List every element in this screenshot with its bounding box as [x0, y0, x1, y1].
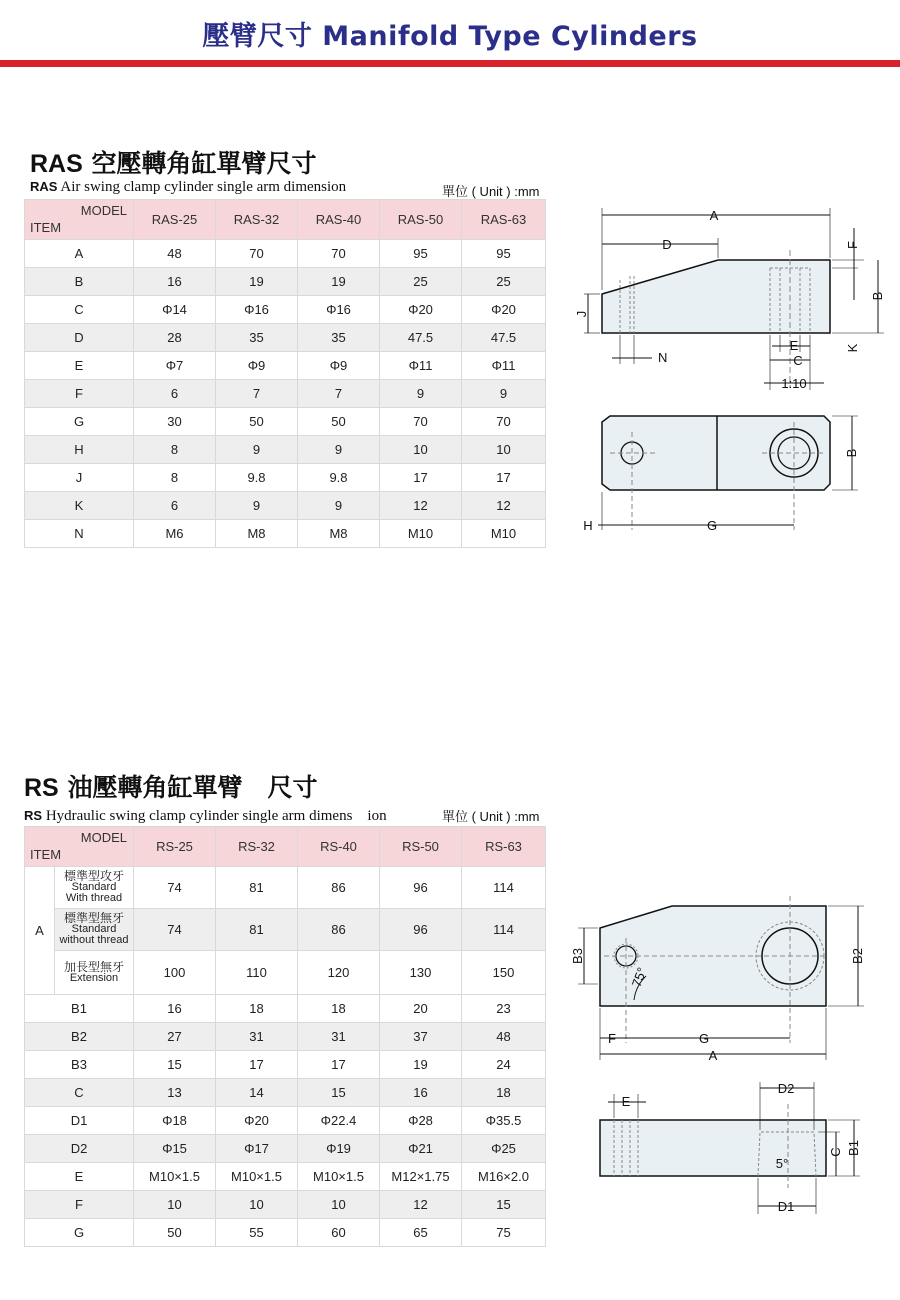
- column-header: RAS-50: [380, 200, 462, 240]
- table-cell: 19: [216, 268, 298, 296]
- table-cell: 27: [134, 1023, 216, 1051]
- model-label: MODEL: [80, 203, 127, 218]
- table-cell: 18: [216, 995, 298, 1023]
- table-cell: 60: [298, 1219, 380, 1247]
- table-cell: 70: [216, 240, 298, 268]
- table-cell: 9: [298, 436, 380, 464]
- table-cell: Φ20: [462, 296, 546, 324]
- table-cell: 9: [298, 492, 380, 520]
- table-cell: 23: [462, 995, 546, 1023]
- row-item-label: D1: [25, 1107, 134, 1135]
- table-cell: 95: [462, 240, 546, 268]
- variant-label: [55, 867, 134, 909]
- table-cell: 74: [134, 909, 216, 951]
- table-cell: 100: [134, 951, 216, 995]
- column-header: RAS-40: [298, 200, 380, 240]
- table-cell: M12×1.75: [380, 1163, 462, 1191]
- table-cell: 81: [216, 867, 298, 909]
- table-row: [25, 1191, 546, 1219]
- dim-a-label: A: [708, 1048, 718, 1063]
- table-row: [25, 464, 546, 492]
- row-item-label: E: [25, 352, 134, 380]
- dim-j-label: J: [574, 310, 589, 318]
- table-cell: 9.8: [298, 464, 380, 492]
- table-cell: 10: [134, 1191, 216, 1219]
- row-item-label: A: [25, 867, 55, 995]
- table-cell: 65: [380, 1219, 462, 1247]
- dim-k-label: K: [845, 343, 860, 353]
- table-row: [25, 995, 546, 1023]
- table-cell: 9.8: [216, 464, 298, 492]
- dim-f-label: F: [608, 1031, 616, 1046]
- table-cell: Φ9: [298, 352, 380, 380]
- rs-subtitle: [24, 804, 387, 825]
- table-cell: 28: [134, 324, 216, 352]
- table-cell: 12: [380, 492, 462, 520]
- column-header: RAS-63: [462, 200, 546, 240]
- table-cell: 96: [380, 867, 462, 909]
- table-cell: Φ22.4: [298, 1107, 380, 1135]
- table-cell: Φ11: [462, 352, 546, 380]
- rs-side-view: [600, 1081, 861, 1214]
- table-cell: Φ35.5: [462, 1107, 546, 1135]
- dim-c-label: C: [828, 1147, 843, 1157]
- table-cell: 14: [216, 1079, 298, 1107]
- table-row: [25, 324, 546, 352]
- table-row: [25, 1079, 546, 1107]
- ras-side-view: [574, 208, 885, 391]
- rs-top-view: [570, 896, 865, 1063]
- table-row-a-variant: [25, 951, 546, 995]
- table-cell: 110: [216, 951, 298, 995]
- row-item-label: F: [25, 1191, 134, 1219]
- item-label: ITEM: [30, 220, 62, 235]
- table-cell: 24: [462, 1051, 546, 1079]
- column-header: RS-63: [462, 827, 546, 867]
- table-cell: 50: [298, 408, 380, 436]
- table-cell: 8: [134, 436, 216, 464]
- rs-sub-code: RS: [24, 808, 43, 823]
- angle-75-label: 75°: [628, 965, 650, 990]
- table-cell: Φ16: [298, 296, 380, 324]
- table-cell: 19: [298, 268, 380, 296]
- variant-label-en: Standard: [71, 881, 117, 893]
- table-row: [25, 268, 546, 296]
- table-cell: 13: [134, 1079, 216, 1107]
- table-cell: M10×1.5: [134, 1163, 216, 1191]
- ras-sub-code: RAS: [30, 179, 58, 194]
- table-cell: 18: [298, 995, 380, 1023]
- ras-subtitle: [30, 179, 346, 196]
- ras-heading-zh: 空壓轉角缸單臂尺寸: [91, 149, 317, 178]
- table-cell: 70: [462, 408, 546, 436]
- table-cell: M10: [380, 520, 462, 548]
- table-cell: 19: [380, 1051, 462, 1079]
- table-cell: 48: [134, 240, 216, 268]
- ras-heading-code: RAS: [30, 150, 83, 178]
- column-header: RAS-25: [134, 200, 216, 240]
- rs-arm-drawing: [568, 888, 896, 1220]
- table-cell: 70: [298, 240, 380, 268]
- variant-label-en: Extension: [69, 971, 119, 984]
- ras-top-view: [583, 416, 859, 533]
- table-cell: 17: [298, 1051, 380, 1079]
- column-header: RS-25: [134, 827, 216, 867]
- dim-b2-label: B2: [850, 948, 865, 964]
- row-item-label: A: [25, 240, 134, 268]
- table-cell: Φ25: [462, 1135, 546, 1163]
- table-cell: 17: [216, 1051, 298, 1079]
- table-cell: 9: [216, 492, 298, 520]
- page-title: 壓臂尺寸 Manifold Type Cylinders: [202, 21, 698, 52]
- variant-label-zh: 加長型無牙: [63, 959, 124, 974]
- taper-label: 1:10: [781, 376, 807, 391]
- table-row: [25, 1219, 546, 1247]
- table-cell: 150: [462, 951, 546, 995]
- ras-dimension-table: [24, 199, 546, 548]
- row-item-label: J: [25, 464, 134, 492]
- ras-unit-label: 單位 ( Unit ) :mm: [442, 184, 540, 199]
- table-cell: 25: [380, 268, 462, 296]
- table-cell: 10: [462, 436, 546, 464]
- dim-c-label: C: [793, 353, 803, 368]
- table-cell: Φ7: [134, 352, 216, 380]
- table-cell: Φ17: [216, 1135, 298, 1163]
- table-cell: 6: [134, 380, 216, 408]
- table-cell: 30: [134, 408, 216, 436]
- table-cell: 74: [134, 867, 216, 909]
- table-cell: 10: [216, 1191, 298, 1219]
- dim-b3-label: B3: [570, 948, 585, 964]
- dim-e-label: E: [621, 1094, 631, 1109]
- variant-label: [55, 909, 134, 951]
- ras-arm-drawing: [572, 200, 892, 540]
- table-cell: M8: [216, 520, 298, 548]
- dim-d-label: D: [662, 237, 672, 252]
- table-cell: Φ20: [380, 296, 462, 324]
- dim-g-label: G: [706, 518, 718, 533]
- table-row: [25, 492, 546, 520]
- table-cell: Φ20: [216, 1107, 298, 1135]
- dim-b1-label: B1: [846, 1140, 861, 1156]
- row-item-label: B2: [25, 1023, 134, 1051]
- column-header: RS-40: [298, 827, 380, 867]
- column-header: RS-50: [380, 827, 462, 867]
- table-cell: 9: [380, 380, 462, 408]
- table-cell: 10: [380, 436, 462, 464]
- table-cell: 12: [462, 492, 546, 520]
- table-cell: 31: [216, 1023, 298, 1051]
- table-row-a-variant: [25, 909, 546, 951]
- model-label: MODEL: [80, 830, 127, 845]
- table-cell: 12: [380, 1191, 462, 1219]
- table-row: [25, 352, 546, 380]
- rs-dimension-table: [24, 826, 546, 1247]
- table-cell: Φ14: [134, 296, 216, 324]
- table-cell: 35: [298, 324, 380, 352]
- table-cell: 15: [298, 1079, 380, 1107]
- dim-e-label: E: [789, 338, 799, 353]
- dim-b-top-label: B: [844, 448, 859, 458]
- row-item-label: G: [25, 1219, 134, 1247]
- ras-heading: [30, 144, 317, 180]
- table-cell: 10: [298, 1191, 380, 1219]
- table-cell: 70: [380, 408, 462, 436]
- table-cell: 9: [462, 380, 546, 408]
- table-cell: M10×1.5: [298, 1163, 380, 1191]
- table-cell: M16×2.0: [462, 1163, 546, 1191]
- row-item-label: F: [25, 380, 134, 408]
- table-cell: Φ9: [216, 352, 298, 380]
- table-cell: Φ11: [380, 352, 462, 380]
- table-cell: 16: [134, 995, 216, 1023]
- table-cell: Φ16: [216, 296, 298, 324]
- table-row: [25, 408, 546, 436]
- table-row: [25, 380, 546, 408]
- dim-b-label: B: [870, 291, 885, 301]
- table-cell: 15: [134, 1051, 216, 1079]
- item-label: ITEM: [30, 847, 62, 862]
- table-cell: 7: [298, 380, 380, 408]
- table-cell: Φ15: [134, 1135, 216, 1163]
- table-cell: 35: [216, 324, 298, 352]
- table-cell: 15: [462, 1191, 546, 1219]
- ras-header-corner: [25, 200, 134, 240]
- column-header: RS-32: [216, 827, 298, 867]
- row-item-label: E: [25, 1163, 134, 1191]
- row-item-label: D: [25, 324, 134, 352]
- table-cell: 50: [216, 408, 298, 436]
- dim-d2-label: D2: [777, 1081, 795, 1096]
- table-cell: 16: [380, 1079, 462, 1107]
- table-cell: Φ21: [380, 1135, 462, 1163]
- row-item-label: H: [25, 436, 134, 464]
- table-cell: 37: [380, 1023, 462, 1051]
- table-cell: M8: [298, 520, 380, 548]
- table-row-a-variant: [25, 867, 546, 909]
- row-item-label: B3: [25, 1051, 134, 1079]
- title-divider: [0, 60, 900, 67]
- dim-a-label: A: [709, 208, 719, 223]
- table-row: [25, 1051, 546, 1079]
- table-cell: 8: [134, 464, 216, 492]
- row-item-label: G: [25, 408, 134, 436]
- table-cell: 47.5: [462, 324, 546, 352]
- table-row: [25, 1107, 546, 1135]
- rs-unit-label: 單位 ( Unit ) :mm: [442, 809, 540, 824]
- table-cell: 114: [462, 909, 546, 951]
- dim-g-label: G: [698, 1031, 710, 1046]
- rs-heading-zh: 油壓轉角缸單臂 尺寸: [67, 773, 318, 802]
- table-cell: Φ28: [380, 1107, 462, 1135]
- variant-label-zh: 標準型攻牙: [63, 869, 124, 883]
- table-cell: 16: [134, 268, 216, 296]
- dim-d1-label: D1: [777, 1199, 795, 1214]
- column-header: RAS-32: [216, 200, 298, 240]
- table-cell: 17: [462, 464, 546, 492]
- rs-sub-text: Hydraulic swing clamp cylinder single arm dimens ion: [45, 808, 387, 824]
- dim-f-label: F: [845, 241, 860, 249]
- table-cell: 96: [380, 909, 462, 951]
- table-cell: 55: [216, 1219, 298, 1247]
- table-cell: 25: [462, 268, 546, 296]
- table-cell: 120: [298, 951, 380, 995]
- row-item-label: C: [25, 296, 134, 324]
- table-cell: Φ19: [298, 1135, 380, 1163]
- table-cell: 95: [380, 240, 462, 268]
- table-cell: 18: [462, 1079, 546, 1107]
- table-cell: 20: [380, 995, 462, 1023]
- variant-label-zh: 標準型無牙: [63, 911, 124, 925]
- table-cell: 47.5: [380, 324, 462, 352]
- table-cell: 17: [380, 464, 462, 492]
- row-item-label: N: [25, 520, 134, 548]
- taper-5-label: 5°: [775, 1156, 789, 1171]
- ras-header-row: [25, 200, 546, 240]
- table-row: [25, 296, 546, 324]
- rs-heading: [24, 768, 317, 804]
- row-item-label: K: [25, 492, 134, 520]
- table-cell: 31: [298, 1023, 380, 1051]
- variant-label-en: Standard: [71, 923, 117, 935]
- table-cell: 9: [216, 436, 298, 464]
- table-row: [25, 1163, 546, 1191]
- variant-label-en2: With thread: [65, 892, 123, 904]
- dim-h-label: H: [583, 518, 593, 533]
- row-item-label: B1: [25, 995, 134, 1023]
- dim-n-label: N: [658, 350, 668, 365]
- row-item-label: B: [25, 268, 134, 296]
- table-cell: 114: [462, 867, 546, 909]
- table-cell: 50: [134, 1219, 216, 1247]
- table-cell: 75: [462, 1219, 546, 1247]
- table-cell: 130: [380, 951, 462, 995]
- rs-header-corner: [25, 827, 134, 867]
- table-row: [25, 1023, 546, 1051]
- variant-label: [55, 951, 134, 995]
- table-cell: 86: [298, 867, 380, 909]
- table-cell: 6: [134, 492, 216, 520]
- table-cell: M6: [134, 520, 216, 548]
- row-item-label: D2: [25, 1135, 134, 1163]
- table-cell: M10×1.5: [216, 1163, 298, 1191]
- table-row: [25, 436, 546, 464]
- rs-heading-code: RS: [24, 774, 59, 802]
- table-row: [25, 240, 546, 268]
- table-row: [25, 520, 546, 548]
- variant-label-en2: without thread: [59, 934, 129, 946]
- table-cell: Φ18: [134, 1107, 216, 1135]
- table-cell: 48: [462, 1023, 546, 1051]
- ras-sub-text: Air swing clamp cylinder single arm dimension: [60, 179, 347, 195]
- rs-header-row: [25, 827, 546, 867]
- table-cell: 7: [216, 380, 298, 408]
- table-cell: 81: [216, 909, 298, 951]
- row-item-label: C: [25, 1079, 134, 1107]
- table-cell: M10: [462, 520, 546, 548]
- table-cell: 86: [298, 909, 380, 951]
- table-row: [25, 1135, 546, 1163]
